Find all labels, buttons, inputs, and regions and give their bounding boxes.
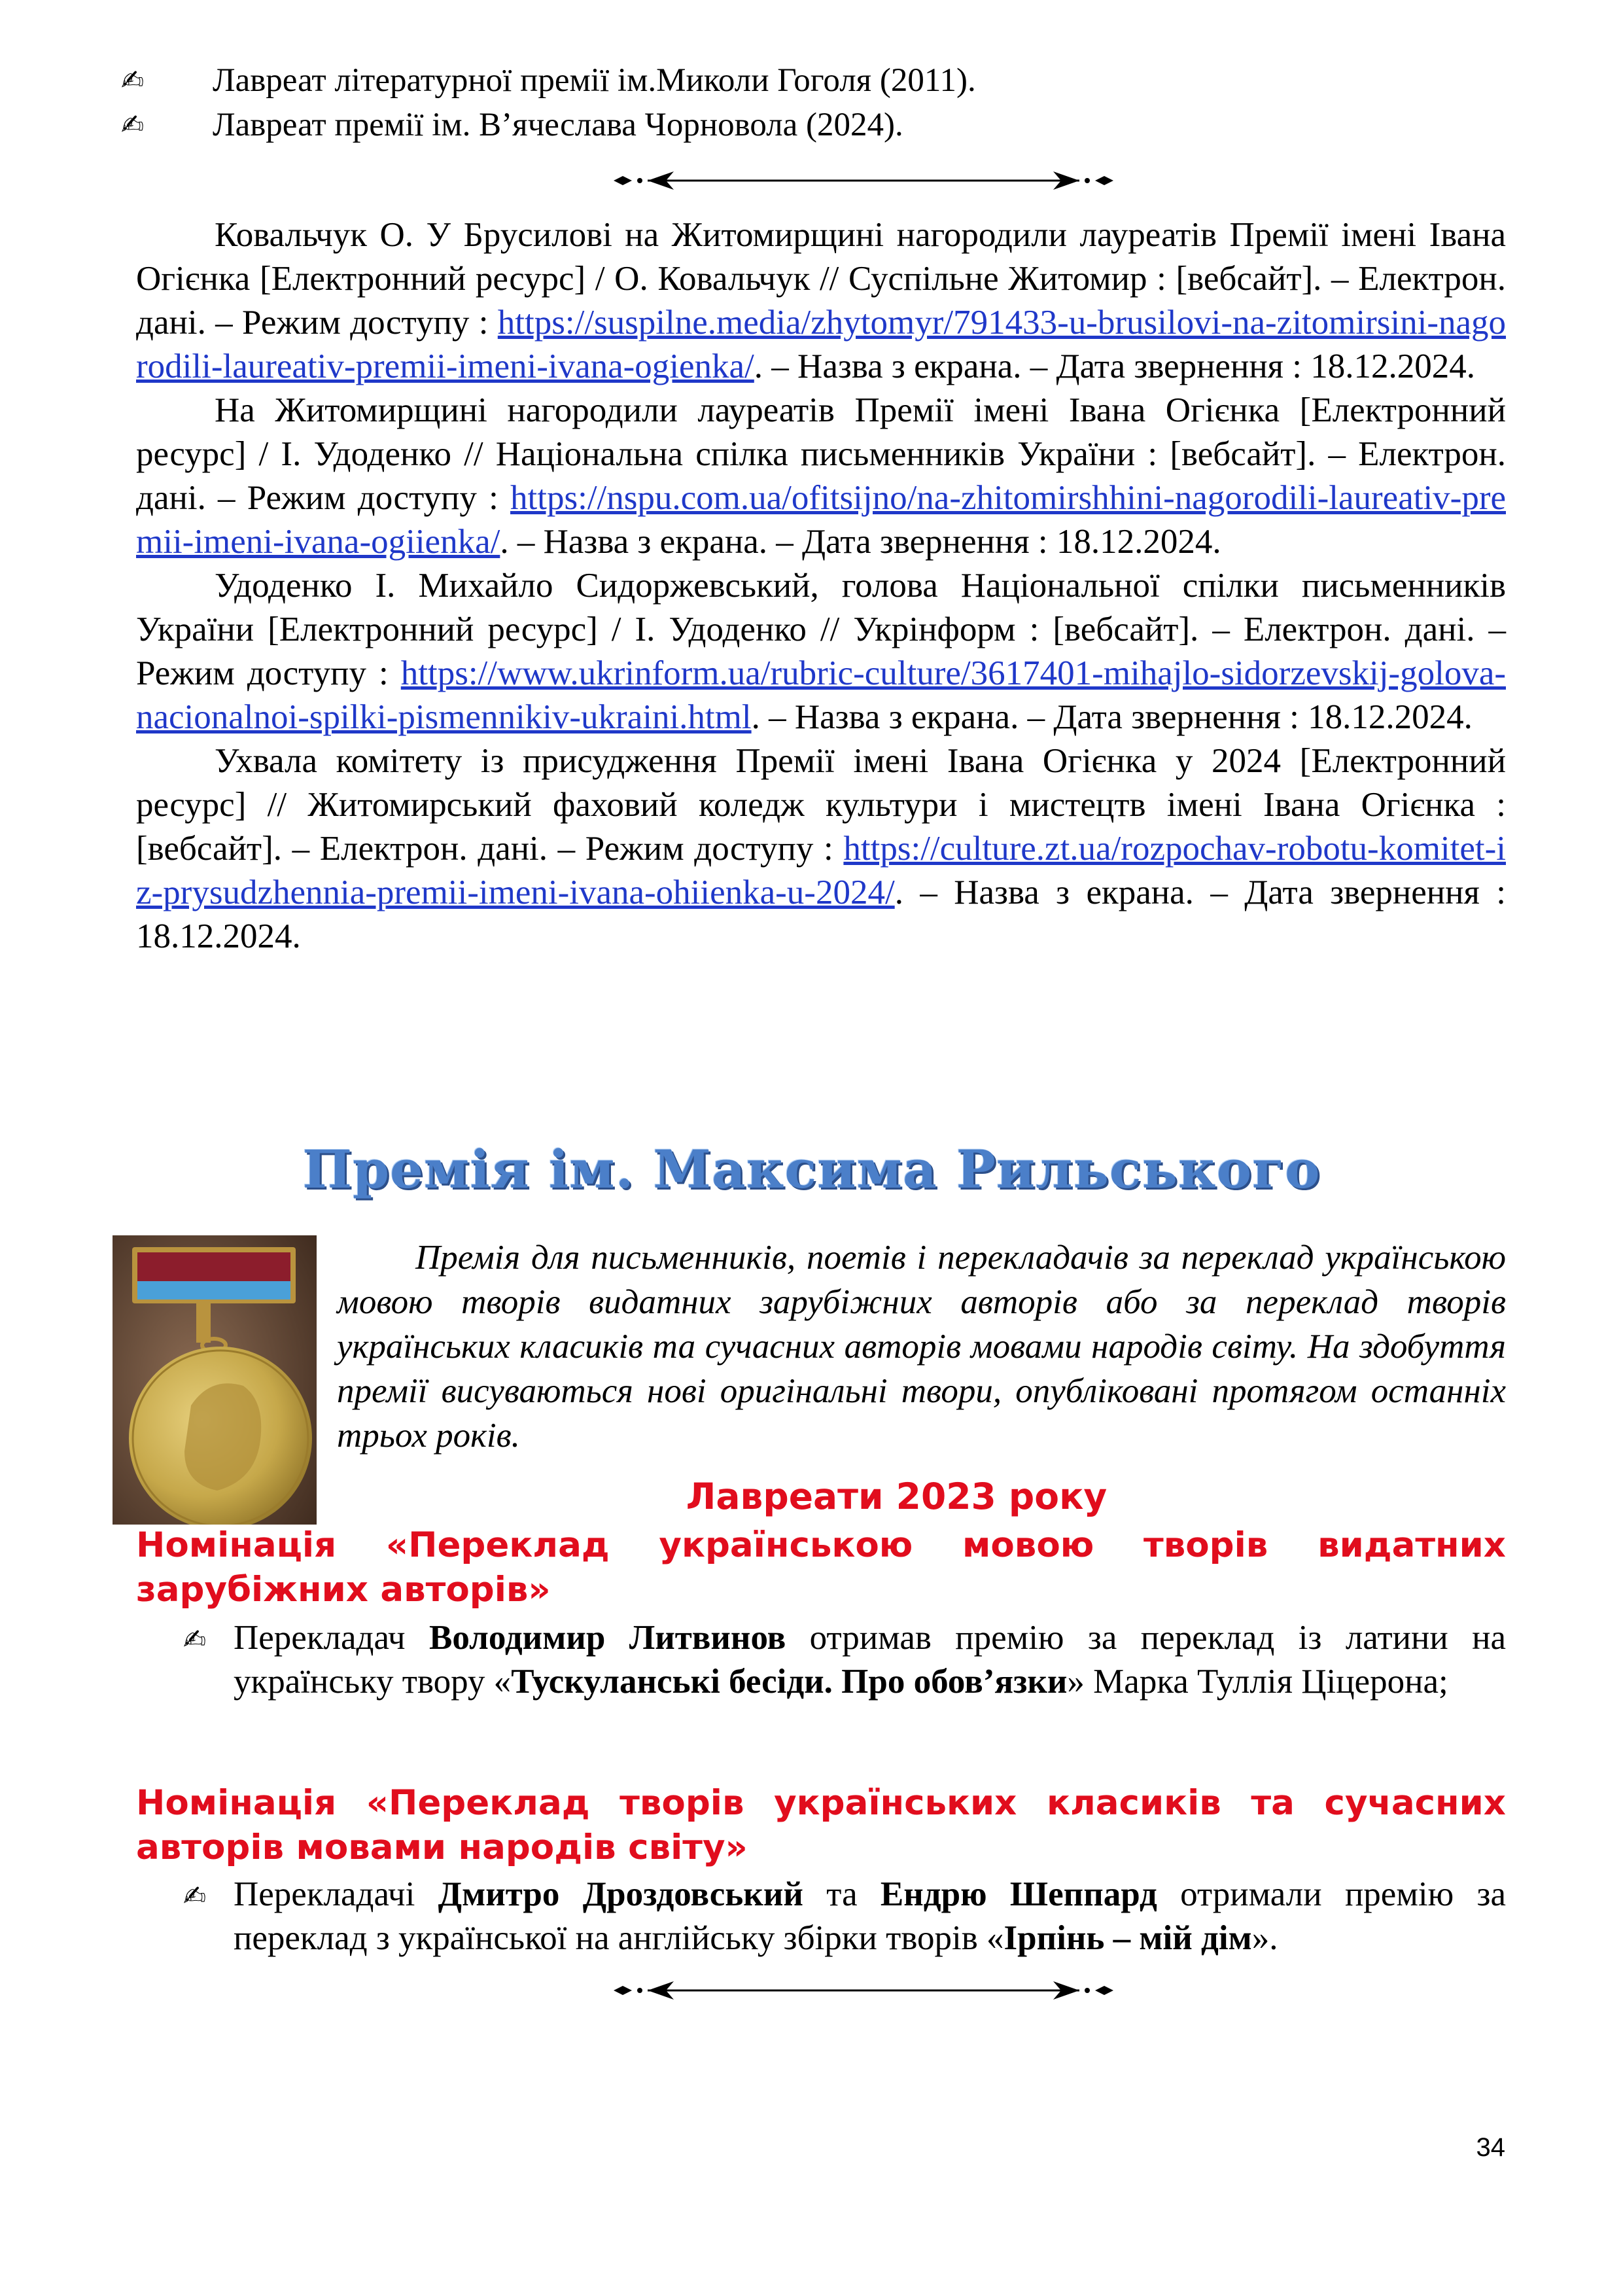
entry-text: ». — [1251, 1919, 1278, 1957]
source-link[interactable]: https://nspu.com.ua/ofitsijno/na-zhitomirshhini-nagorodili-laureativ-premii-imeni-ivana-ogiienka/ — [136, 479, 1506, 561]
pen-icon: ✍ — [121, 64, 145, 96]
page-number: 34 — [1476, 2133, 1505, 2162]
source-text: Ковальчук О. У Брусилові на Житомирщині нагородили лауреатів Премії імені Івана Огієнка [Електронний ресурс] / О. Ковальчук // Суспільне Житомир : [вебсайт]. – Електрон. дані. – Режим доступу : — [136, 216, 1506, 342]
nomination-title: Номінація «Переклад творів українських класиків та сучасних авторів мовами народів світу» — [136, 1783, 1506, 1867]
ornament-divider — [608, 168, 1119, 194]
source-text: . – Назва з екрана. – Дата звернення : 18.12.2024. — [754, 347, 1476, 385]
laureates-heading: Лавреати 2023 року — [686, 1475, 1108, 1517]
entry-text: » Марка Туллія Ціцерона; — [1067, 1663, 1448, 1701]
description-text: Премія для письменників, поетів і перекладачів за переклад українською мовою творів видатних зарубіжних авторів або за переклад творів українських класиків та сучасних авторів мовами народів світу. На здобуття премії висуваються нові оригінальні твори, опубліковані протягом останніх трьох років. — [337, 1239, 1506, 1455]
source-text: Ухвала комітету із присудження Премії імені Івана Огієнка у 2024 [Електронний ресурс] // Житомирський фаховий коледж культури і мистецтв імені Івана Огієнка : [вебсайт]. – Електрон. дані. – Режим доступу : — [136, 742, 1506, 868]
ornament-divider — [608, 1977, 1119, 2004]
entry-text: та — [803, 1875, 881, 1913]
source-text: Удоденко І. Михайло Сидоржевський, голова Національної спілки письменників України [Електронний ресурс] / І. Удоденко // Укрінформ : [вебсайт]. – Електрон. дані. – Режим доступу : — [136, 567, 1506, 692]
entry-text: Перекладач — [234, 1619, 429, 1657]
translator-name: Дмитро Дроздовський — [438, 1875, 803, 1913]
translator-name: Ендрю Шеппард — [880, 1875, 1157, 1913]
source-entry — [136, 739, 1506, 959]
translator-name: Володимир Литвинов — [428, 1619, 786, 1657]
nomination-title: Номінація «Переклад українською мовою творів видатних зарубіжних авторів» — [136, 1525, 1506, 1610]
laureate-entry — [183, 1616, 1506, 1704]
source-text: . – Назва з екрана. – Дата звернення : 18.12.2024. — [500, 523, 1221, 561]
source-list — [136, 213, 1506, 959]
laureate-text — [234, 1873, 1506, 1960]
source-entry — [136, 564, 1506, 739]
work-title: Ірпінь – мій дім — [1003, 1919, 1252, 1957]
source-link[interactable]: https://suspilne.media/zhytomyr/791433-u-brusilovi-na-zitomirsini-nagorodili-laureativ-premii-imeni-ivana-ogienka/ — [136, 304, 1506, 385]
pen-icon: ✍ — [183, 1880, 207, 1912]
entry-text: отримав премію за переклад із латини на українську твору « — [234, 1619, 1507, 1701]
laureate-text — [234, 1616, 1506, 1704]
source-link[interactable]: https://www.ukrinform.ua/rubric-culture/3617401-mihajlo-sidorzevskij-golova-nacionalnoi-spilki-pismennikiv-ukraini.html — [136, 654, 1506, 736]
source-entry — [136, 213, 1506, 389]
source-entry — [136, 389, 1506, 564]
entry-text: Перекладачі — [234, 1875, 438, 1913]
entry-text: отримали премію за переклад з української на англійську збірки творів « — [234, 1875, 1506, 1957]
laureate-entry — [183, 1873, 1506, 1960]
pen-icon: ✍ — [121, 109, 145, 141]
prize-description — [337, 1235, 1506, 1458]
work-title: Тускуланські бесіди. Про обов’язки — [511, 1663, 1068, 1701]
source-text: . – Назва з екрана. – Дата звернення : 18.12.2024. — [136, 874, 1506, 955]
source-text: . – Назва з екрана. – Дата звернення : 18.12.2024. — [751, 698, 1473, 736]
source-link[interactable]: https://culture.zt.ua/rozpochav-robotu-komitet-iz-prysudzhennia-premii-imeni-ivana-ohiienka-u-2024/ — [136, 830, 1506, 911]
source-text: На Житомирщині нагородили лауреатів Премії імені Івана Огієнка [Електронний ресурс] / І. Удоденко // Національна спілка письменників України : [вебсайт]. – Електрон. дані. – Режим доступу : — [136, 391, 1506, 517]
list-item-text: Лавреат літературної премії ім.Миколи Гоголя (2011). — [213, 62, 976, 99]
section-title: Премія ім. Максима Рильського — [302, 1139, 1321, 1200]
list-item-text: Лавреат премії ім. В’ячеслава Чорновола (2024). — [213, 107, 903, 143]
pen-icon: ✍ — [183, 1623, 207, 1655]
